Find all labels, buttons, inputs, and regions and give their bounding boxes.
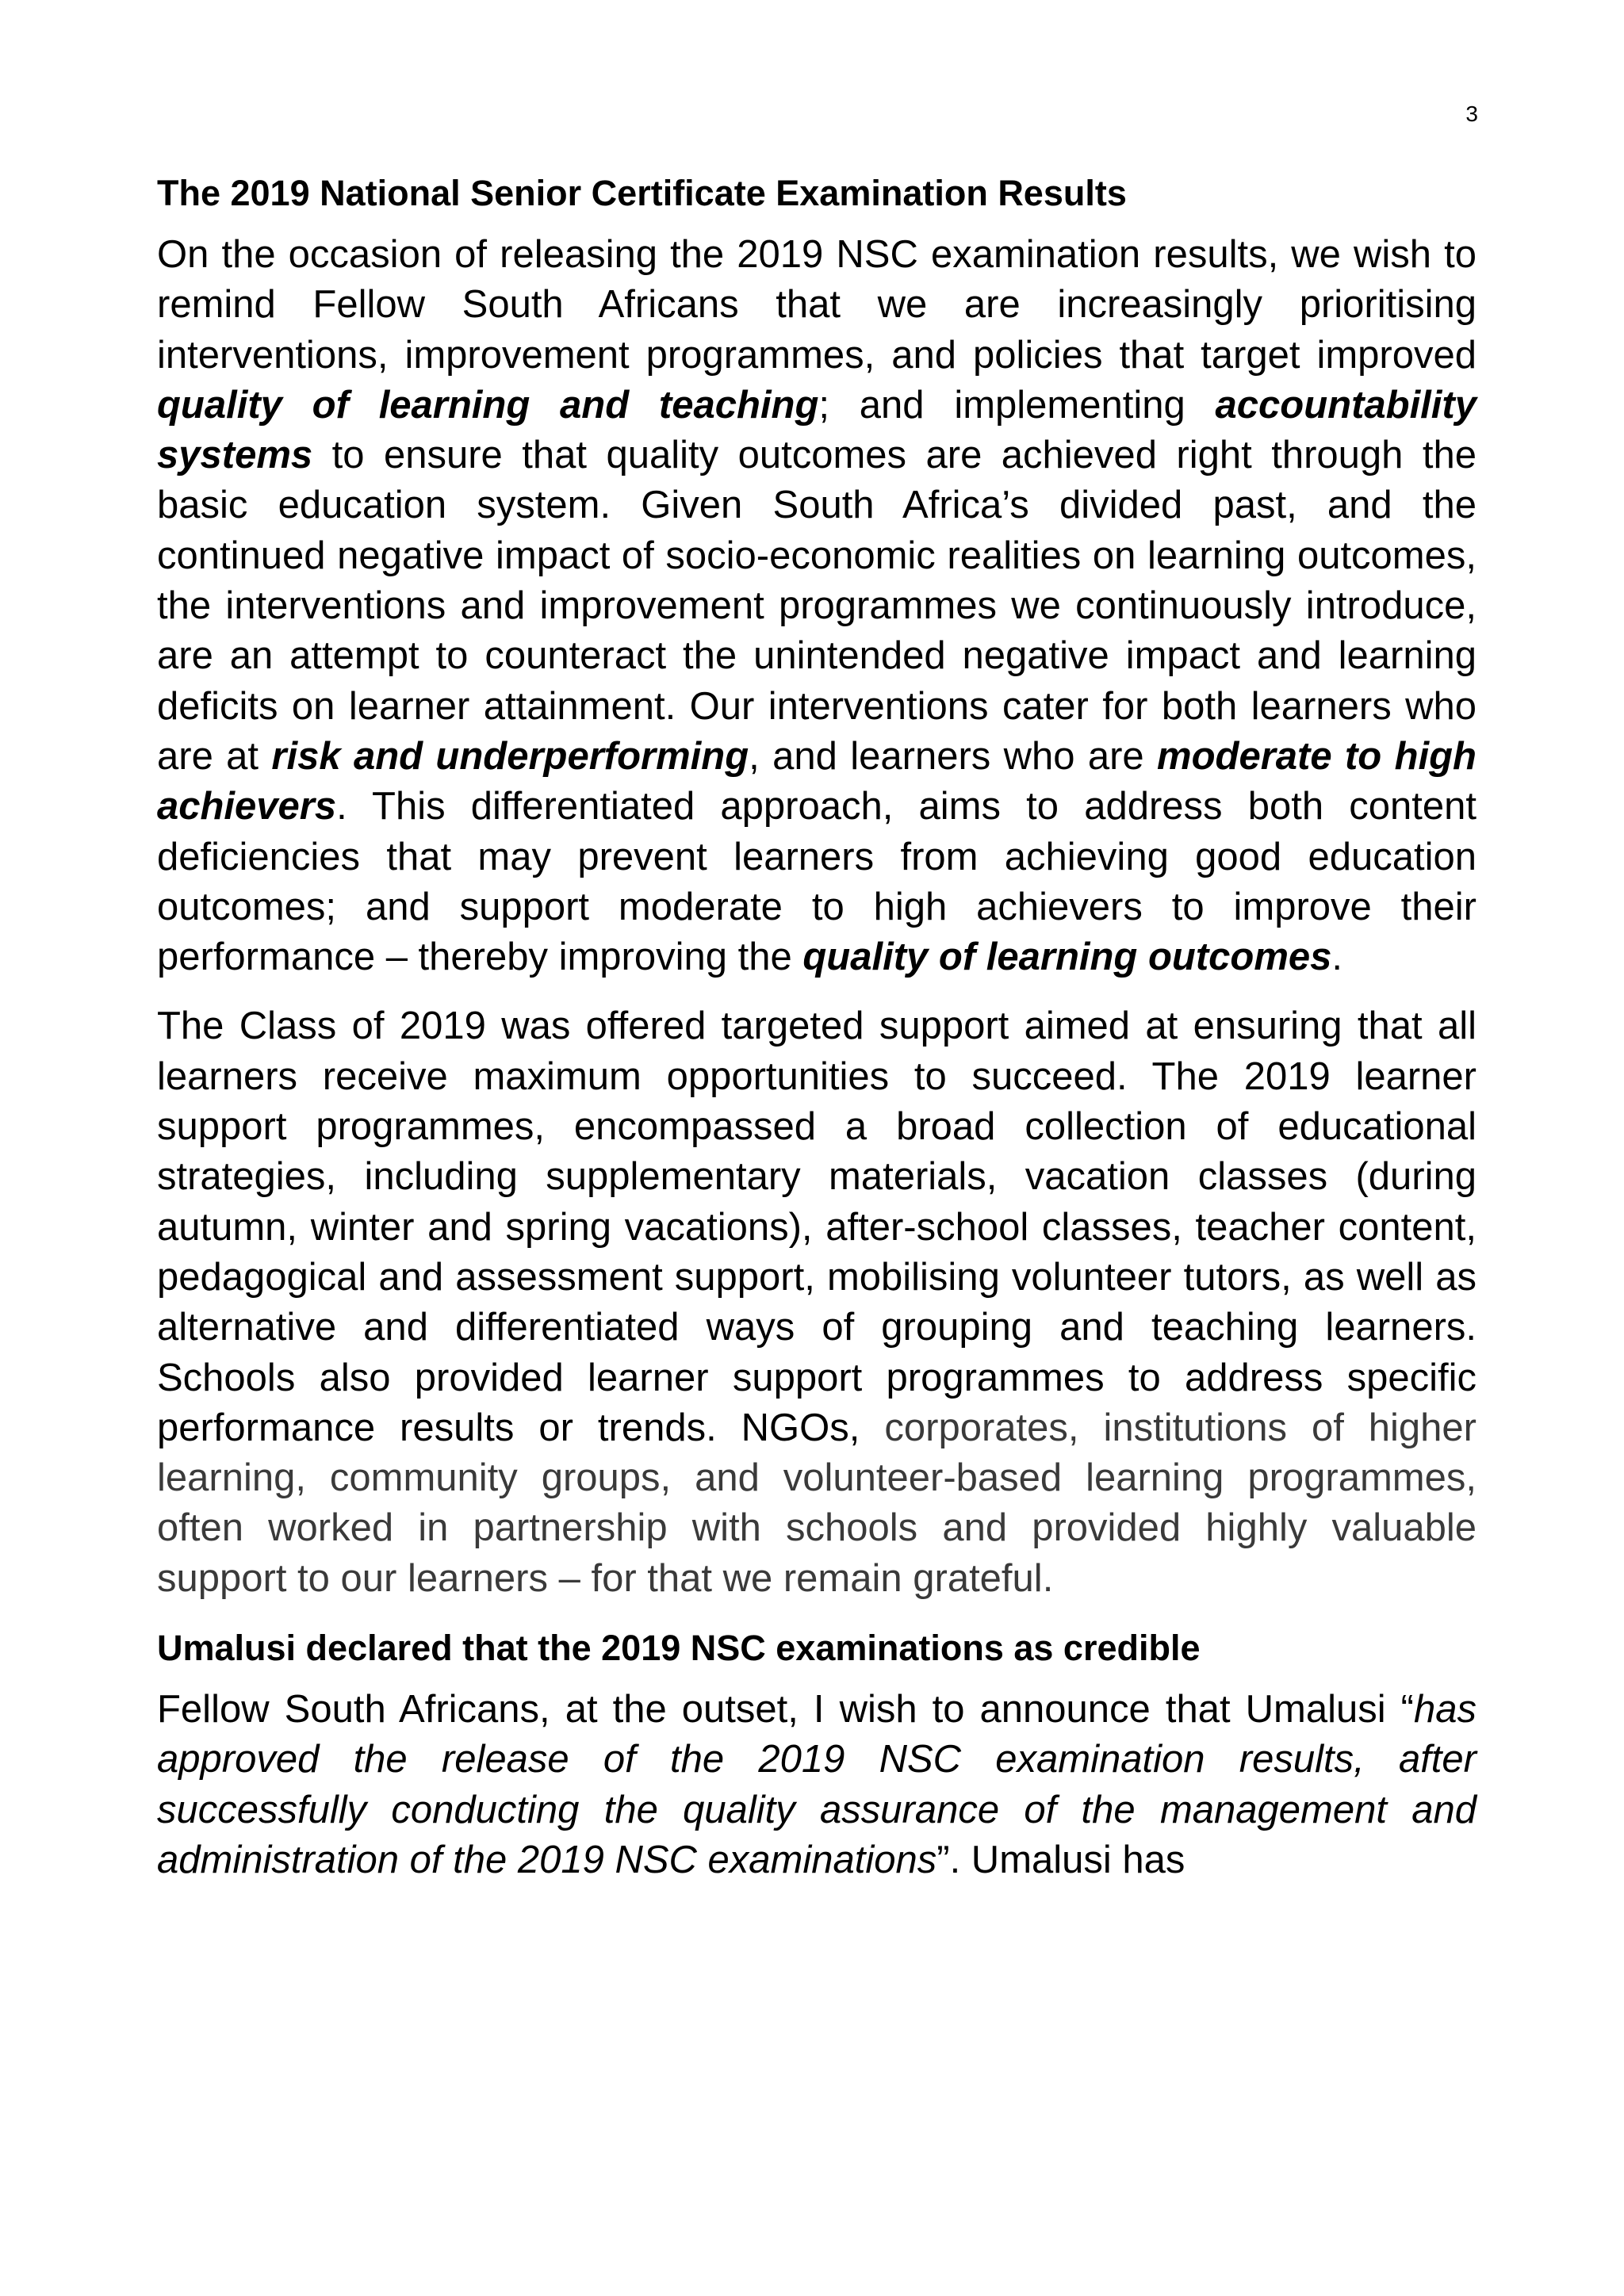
text-run: ”. Umalusi has [936, 1838, 1185, 1881]
text-run: to ensure that quality outcomes are achieved right through the basic education system. Given South Africa’s divided past, and the continued negative impact of socio-economic realities on learning outcomes, the interventions and improvement programmes we continuously introduce, are an attempt to counteract the unintended negative impact and learning deficits on learner attainment. Our interventions cater for both learners who are at [157, 434, 1477, 778]
text-run: . [1331, 936, 1343, 979]
document-body [157, 168, 1477, 1904]
text-run: Fellow South Africans, at the outset, I wish to announce that Umalusi “ [157, 1688, 1414, 1732]
section-heading-nsc-results: The 2019 National Senior Certificate Examination Results [157, 173, 1127, 213]
paragraph-interventions [157, 230, 1477, 982]
emphasis-risk-underperforming: risk and underperforming [271, 734, 749, 778]
text-run-gray: corporates, institutions of higher learning, community groups, and volunteer-based learning programmes, often worked in partnership with schools and provided highly valuable support to our learners – for that we remain grateful. [157, 1406, 1477, 1600]
emphasis-accountability-systems: accountability systems [157, 383, 1477, 477]
emphasis-moderate-high-achievers: moderate to high achievers [157, 734, 1477, 828]
section-heading-umalusi: Umalusi declared that the 2019 NSC examinations as credible [157, 1628, 1201, 1669]
emphasis-quality-learning-teaching: quality of learning and teaching [157, 383, 819, 427]
text-run: , and learners who are [749, 734, 1158, 778]
text-run: . This differentiated approach, aims to address both content deficiencies that may prevent learners from achieving good education outcomes; and support moderate to high achievers to improve their performance – thereby improving the [157, 785, 1477, 979]
text-run: The Class of 2019 was offered targeted support aimed at ensuring that all learners receive maximum opportunities to succeed. The 2019 learner support programmes, encompassed a broad collection of educational strategies, including supplementary materials, vacation classes (during autumn, winter and spring vacations), after-school classes, teacher content, pedagogical and assessment support, mobilising volunteer tutors, as well as alternative and differentiated ways of grouping and teaching learners. Schools also provided learner support programmes to address specific performance results or trends. NGOs, [157, 1004, 1477, 1449]
paragraph-class-of-2019-support [157, 1001, 1477, 1604]
page-number: 3 [1465, 101, 1478, 126]
emphasis-quality-learning-outcomes: quality of learning outcomes [802, 936, 1332, 979]
text-run: ; and implementing [818, 383, 1216, 427]
quote-umalusi-approval: has approved the release of the 2019 NSC examination results, after successfully conducting the quality assurance of the management and administration of the 2019 NSC examinations [157, 1688, 1477, 1881]
text-run: On the occasion of releasing the 2019 NSC examination results, we wish to remind Fellow South Africans that we are increasingly prioritising interventions, improvement programmes, and policies that target improved [157, 233, 1477, 377]
paragraph-umalusi-approval [157, 1685, 1477, 1885]
